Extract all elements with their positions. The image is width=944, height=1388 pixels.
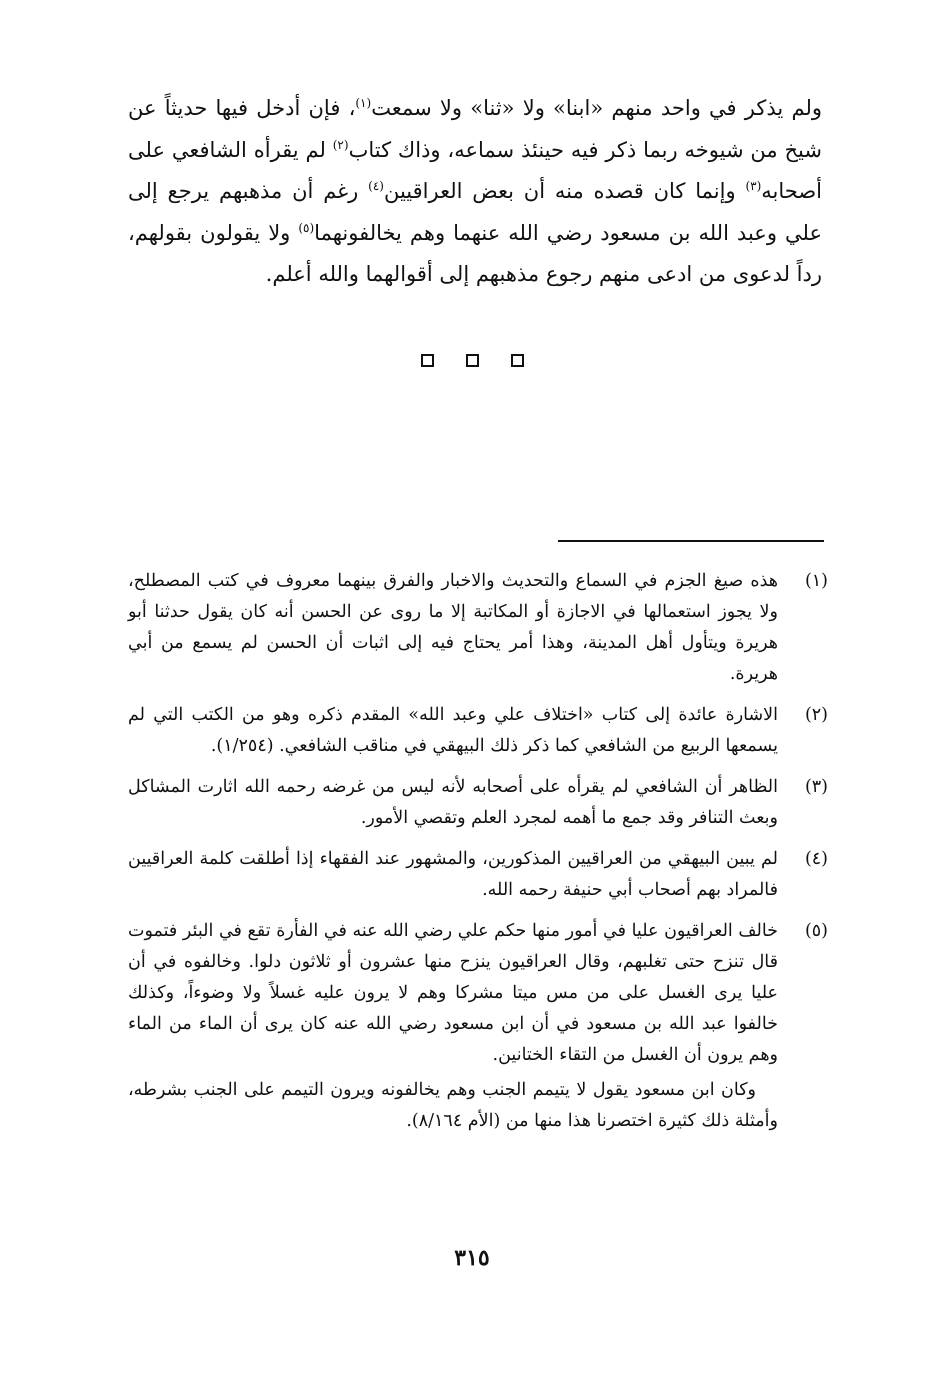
footnote-ref-5[interactable]: (٥) (298, 220, 315, 235)
footnote-ref-4[interactable]: (٤) (368, 179, 384, 193)
main-text-part-4: وإنما كان قصده منه أن بعض العراقيين (383, 179, 746, 203)
footnote-number: (٢) (804, 705, 828, 725)
page-number: ٣١٥ (454, 1245, 490, 1271)
footnote-text (128, 844, 778, 906)
main-paragraph (128, 88, 822, 296)
footnote-item (128, 700, 828, 762)
footnote-text (128, 772, 778, 834)
footnote-paragraph: الاشارة عائدة إلى كتاب «اختلاف علي وعبد الله» المقدم ذكره وهو من الكتب التي لم يسمعها الربيع من الشافعي كما ذكر ذلك البيهقي في مناقب الشافعي. (١/٢٥٤). (128, 705, 778, 756)
footnote-number: (٣) (804, 777, 828, 797)
main-text-part-3: لم يقرأه الشافعي على أصحابه (128, 137, 822, 203)
footnote-number: (١) (804, 571, 828, 591)
footnote-paragraph: الظاهر أن الشافعي لم يقرأه على أصحابه لأنه ليس من غرضه رحمه الله اثارت المشاكل وبعث التنافر وقد جمع ما أهمه لمجرد العلم وتقصي الأمور. (128, 777, 778, 828)
main-text-part-2: ، فإن أدخل فيها حديثاً عن شيخ من شيوخه ربما ذكر فيه حينئذ سماعه، وذاك كتاب (128, 96, 822, 162)
footnote-text (128, 566, 778, 690)
footnote-paragraph: وكان ابن مسعود يقول لا يتيمم الجنب وهم يخالفونه ويرون التيمم على الجنب بشرطه، وأمثلة ذلك كثيرة اختصرنا هذا منها من (الأم ٨/١٦٤). (128, 1080, 778, 1131)
separator-square-icon (466, 354, 479, 367)
footnote-number: (٤) (804, 849, 828, 869)
separator-square-icon (511, 354, 524, 367)
footnote-text (128, 916, 778, 1137)
footnotes-section (128, 566, 828, 1147)
footnote-item (128, 772, 828, 834)
footnote-item (128, 844, 828, 906)
footnote-paragraph: هذه صيغ الجزم في السماع والتحديث والاخبار والفرق بينهما معروف في كتب المصطلح، ولا يجوز استعمالها في الاجازة أو المكاتبة إلا ما روى عن الحسن أنه كان يقول حدثنا أبو هريرة ويتأول أهل المدينة، وهذا أمر يحتاج فيه إلى اثبات أن الحسن لم يسمع من أبي هريرة. (128, 571, 778, 684)
footnote-text (128, 700, 778, 762)
footnote-divider (558, 540, 824, 542)
footnote-paragraph: لم يبين البيهقي من العراقيين المذكورين، والمشهور عند الفقهاء إذا أطلقت كلمة العراقيين فالمراد بهم أصحاب أبي حنيفة رحمه الله. (128, 849, 778, 900)
main-text-part-5: رغم أن مذهبهم يرجع إلى علي وعبد الله بن مسعود رضي الله عنهما وهم يخالفونهما (128, 179, 822, 245)
main-text-part-6: ولا يقولون بقولهم، رداً لدعوى من ادعى منهم رجوع مذهبهم إلى أقوالهما والله أعلم. (128, 220, 822, 286)
footnote-item (128, 916, 828, 1137)
separator-square-icon (421, 354, 434, 367)
footnote-ref-3[interactable]: (٣) (745, 179, 762, 193)
main-text-part-1: ولم يذكر في واحد منهم «ابنا» ولا «ثنا» ولا سمعت (371, 96, 822, 120)
footnote-number: (٥) (804, 921, 828, 941)
section-separator (0, 354, 944, 367)
footnote-ref-2[interactable]: (٢) (332, 137, 349, 152)
footnote-item (128, 566, 828, 690)
footnote-ref-1[interactable]: (١) (355, 96, 372, 110)
footnote-paragraph: خالف العراقيون عليا في أمور منها حكم علي رضي الله عنه في الفأرة تقع في البئر فتموت قال تنزح حتى تغلبهم، وقال العراقيون ينزح منها عشرون أو ثلاثون دلوا. وخالفوه في أن عليا يرى الغسل على من مس ميتا مشركا وهم لا يرون عليه غسلاً ولا وضوءاً، وكذلك خالفوا عبد الله بن مسعود في أن ابن مسعود رضي الله عنه كان يرى أن الماء من الماء وهم يرون أن الغسل من التقاء الختانين. (128, 921, 778, 1065)
